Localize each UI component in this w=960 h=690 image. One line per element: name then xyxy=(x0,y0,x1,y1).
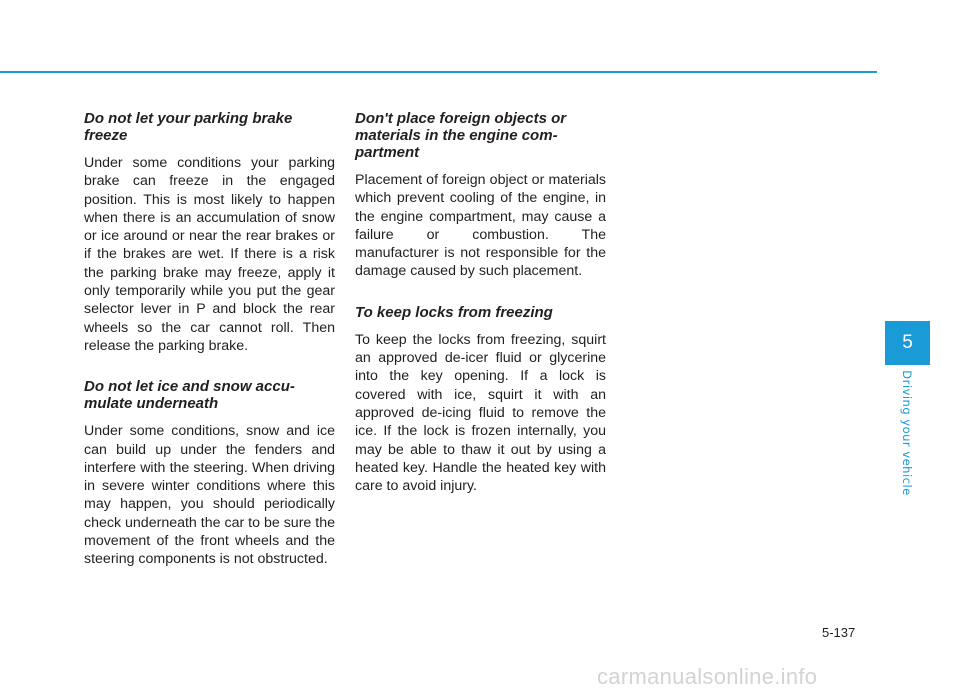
section-body-locks: To keep the locks from freezing, squirt an approved de-icer fluid or glycerine into the key opening. If a lock is covered with ice, squirt it with an approved de-icing fluid to remove the ice. If the lock is frozen internally, you may be able to thaw it out by using a heated key. Handle the heated key with care to avoid injury. xyxy=(355,331,606,495)
chapter-number-tab: 5 xyxy=(885,321,930,365)
top-rule xyxy=(0,71,877,73)
watermark-link[interactable]: carmanualsonline.info xyxy=(597,664,818,689)
chapter-title-label: Driving your vehicle xyxy=(900,370,914,496)
section-heading-foreign-objects: Don't place foreign objects or materials in the engine compartment xyxy=(355,110,567,161)
left-column xyxy=(84,110,335,592)
section-body-foreign-objects: Placement of foreign object or materials which prevent cooling of the engine, in the engine compartment, may cause a failure or combustion. The manufacturer is not responsible for the damage caused by such placement. xyxy=(355,172,606,280)
section-heading-ice-snow: Do not let ice and snow accumulate underneath xyxy=(84,378,295,413)
section-body-parking-brake: Under some conditions your parking brake can freeze in the engaged position. This is most likely to happen when there is an accumulation of snow or ice around or near the rear brakes or if the brakes are wet. If there is a risk the parking brake may freeze, apply it only temporarily while you put the gear selector lever in P and block the rear wheels so the car cannot roll. Then release the parking brake. xyxy=(84,155,335,354)
middle-column xyxy=(355,110,606,518)
section-body-ice-snow: Under some conditions, snow and ice can build up under the fenders and interfere with the steering. When driving in severe winter conditions where this may happen, you should periodically check underneath the car to be sure the movement of the front wheels and the steering components is not obstructed. xyxy=(84,423,335,568)
page-number: 5-137 xyxy=(822,625,856,640)
section-heading-locks: To keep locks from freezing xyxy=(355,303,553,321)
section-heading-parking-brake: Do not let your parking brake freeze xyxy=(84,110,293,144)
